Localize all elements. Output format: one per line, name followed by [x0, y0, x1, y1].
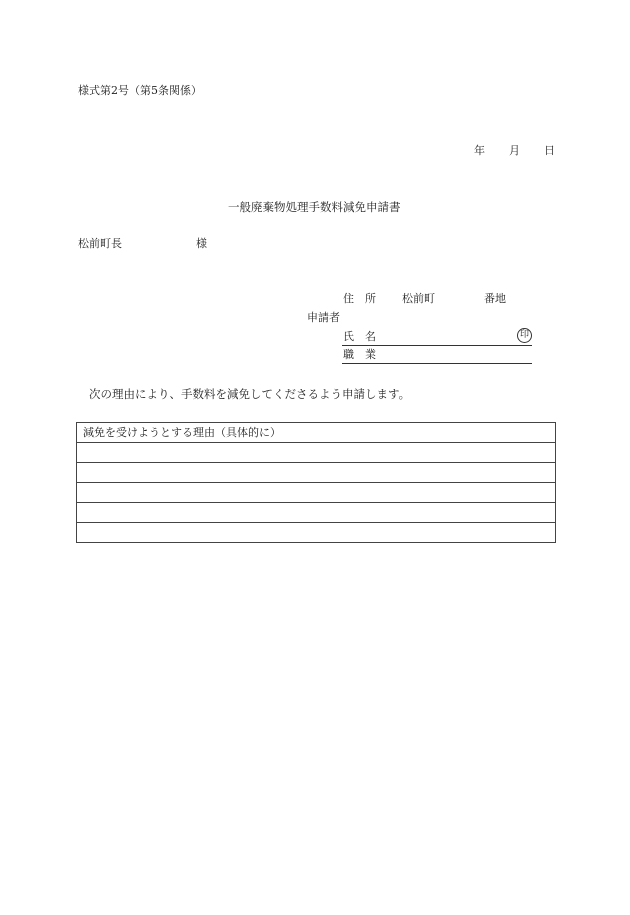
year-label: 年 [474, 144, 485, 157]
day-label: 日 [544, 144, 555, 157]
form-number: 様式第2号（第5条関係） [78, 84, 202, 97]
name-label: 氏 名 [343, 330, 376, 343]
reason-row-cell[interactable] [77, 523, 556, 543]
occupation-underline [342, 363, 532, 364]
month-label: 月 [509, 144, 520, 157]
reason-table [76, 422, 556, 543]
name-underline [342, 345, 532, 346]
seal-mark: 印 [517, 328, 532, 343]
address-town: 松前町 [402, 292, 435, 305]
address-label: 住 所 [343, 292, 376, 305]
reason-row[interactable] [77, 523, 556, 543]
document-title: 一般廃棄物処理手数料減免申請書 [228, 200, 401, 214]
reason-row-cell[interactable] [77, 463, 556, 483]
reason-row-cell[interactable] [77, 443, 556, 463]
applicant-label: 申請者 [307, 311, 340, 324]
reason-row-cell[interactable] [77, 503, 556, 523]
address-suffix: 番地 [484, 292, 506, 305]
reason-row-cell[interactable] [77, 483, 556, 503]
reason-table-header: 減免を受けようとする理由（具体的に） [77, 423, 556, 443]
reason-row[interactable] [77, 503, 556, 523]
reason-row[interactable] [77, 443, 556, 463]
occupation-label: 職 業 [343, 348, 376, 361]
reason-table-header-row [77, 423, 556, 443]
application-statement: 次の理由により、手数料を減免してくださるよう申請します。 [89, 387, 411, 401]
addressee-name: 松前町長 [78, 237, 122, 250]
addressee-honorific: 様 [196, 237, 207, 250]
reason-row[interactable] [77, 463, 556, 483]
reason-row[interactable] [77, 483, 556, 503]
